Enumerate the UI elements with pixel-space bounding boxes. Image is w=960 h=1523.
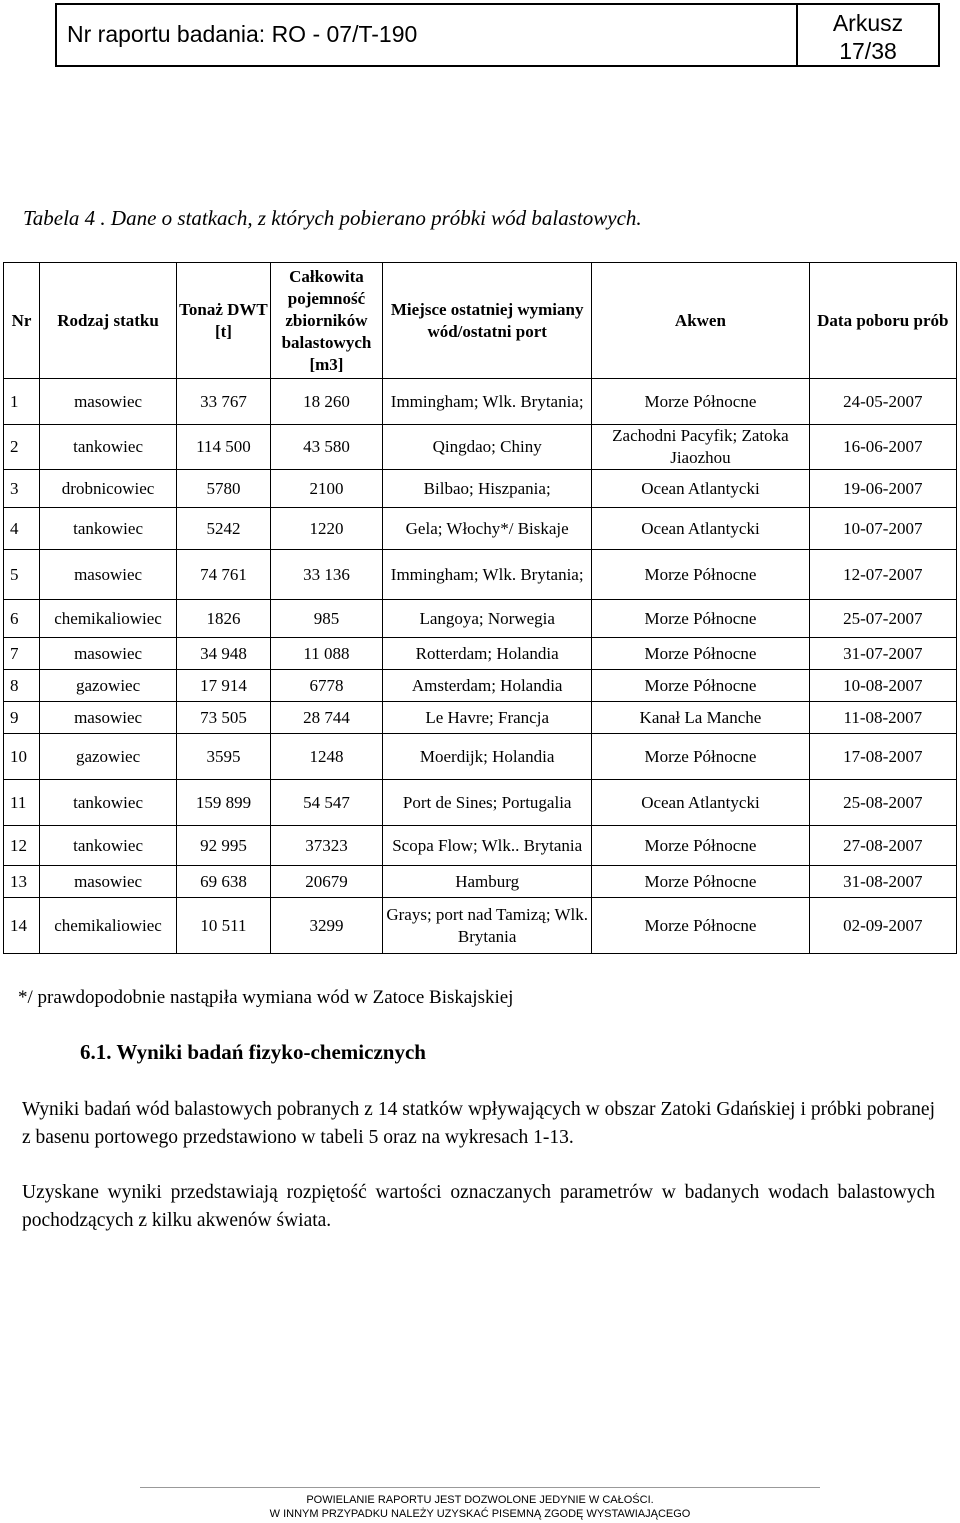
cell-last-port: Langoya; Norwegia bbox=[383, 600, 592, 638]
table-row bbox=[4, 780, 957, 826]
cell-area: Kanał La Manche bbox=[592, 702, 809, 734]
cell-capacity: 37323 bbox=[270, 826, 382, 866]
cell-date: 17-08-2007 bbox=[809, 734, 956, 780]
cell-ship-type: masowiec bbox=[40, 550, 177, 600]
cell-capacity: 3299 bbox=[270, 898, 382, 954]
cell-capacity: 11 088 bbox=[270, 638, 382, 670]
table-row bbox=[4, 670, 957, 702]
cell-area: Ocean Atlantycki bbox=[592, 470, 809, 508]
cell-ship-type: chemikaliowiec bbox=[40, 898, 177, 954]
cell-area: Morze Północne bbox=[592, 550, 809, 600]
table-row bbox=[4, 826, 957, 866]
cell-capacity: 18 260 bbox=[270, 379, 382, 425]
cell-date: 31-07-2007 bbox=[809, 638, 956, 670]
table-row bbox=[4, 470, 957, 508]
cell-last-port: Amsterdam; Holandia bbox=[383, 670, 592, 702]
cell-area: Ocean Atlantycki bbox=[592, 508, 809, 550]
col-header-nr: Nr bbox=[4, 263, 40, 379]
cell-last-port: Bilbao; Hiszpania; bbox=[383, 470, 592, 508]
cell-capacity: 43 580 bbox=[270, 425, 382, 470]
cell-last-port: Hamburg bbox=[383, 866, 592, 898]
table-row bbox=[4, 600, 957, 638]
cell-dwt: 1826 bbox=[177, 600, 271, 638]
cell-date: 12-07-2007 bbox=[809, 550, 956, 600]
cell-dwt: 5780 bbox=[177, 470, 271, 508]
cell-date: 27-08-2007 bbox=[809, 826, 956, 866]
cell-last-port: Qingdao; Chiny bbox=[383, 425, 592, 470]
cell-capacity: 33 136 bbox=[270, 550, 382, 600]
cell-nr: 10 bbox=[4, 734, 40, 780]
cell-capacity: 985 bbox=[270, 600, 382, 638]
cell-ship-type: masowiec bbox=[40, 866, 177, 898]
cell-nr: 9 bbox=[4, 702, 40, 734]
cell-dwt: 92 995 bbox=[177, 826, 271, 866]
sheet-box bbox=[798, 5, 938, 65]
cell-dwt: 5242 bbox=[177, 508, 271, 550]
col-header-capacity: Całkowita pojemność zbiorników balastowych [m3] bbox=[270, 263, 382, 379]
cell-nr: 8 bbox=[4, 670, 40, 702]
sheet-number: 17/38 bbox=[839, 38, 897, 64]
cell-area: Morze Północne bbox=[592, 670, 809, 702]
cell-capacity: 20679 bbox=[270, 866, 382, 898]
cell-nr: 2 bbox=[4, 425, 40, 470]
cell-date: 31-08-2007 bbox=[809, 866, 956, 898]
col-header-date: Data poboru prób bbox=[809, 263, 956, 379]
cell-date: 25-07-2007 bbox=[809, 600, 956, 638]
table-body bbox=[4, 379, 957, 954]
cell-capacity: 1220 bbox=[270, 508, 382, 550]
cell-nr: 1 bbox=[4, 379, 40, 425]
cell-nr: 13 bbox=[4, 866, 40, 898]
cell-ship-type: masowiec bbox=[40, 638, 177, 670]
table-row bbox=[4, 702, 957, 734]
cell-ship-type: drobnicowiec bbox=[40, 470, 177, 508]
section-title: 6.1. Wyniki badań fizyko-chemicznych bbox=[80, 1040, 426, 1064]
cell-nr: 12 bbox=[4, 826, 40, 866]
cell-date: 11-08-2007 bbox=[809, 702, 956, 734]
cell-capacity: 6778 bbox=[270, 670, 382, 702]
cell-last-port: Scopa Flow; Wlk.. Brytania bbox=[383, 826, 592, 866]
cell-ship-type: gazowiec bbox=[40, 734, 177, 780]
cell-last-port: Gela; Włochy*/ Biskaje bbox=[383, 508, 592, 550]
cell-last-port: Immingham; Wlk. Brytania; bbox=[383, 379, 592, 425]
cell-area: Morze Północne bbox=[592, 600, 809, 638]
table-row bbox=[4, 898, 957, 954]
footnote: */ prawdopodobnie nastąpiła wymiana wód w Zatoce Biskajskiej bbox=[18, 987, 514, 1008]
cell-area: Morze Północne bbox=[592, 734, 809, 780]
cell-date: 19-06-2007 bbox=[809, 470, 956, 508]
col-header-dwt: Tonaż DWT [t] bbox=[177, 263, 271, 379]
cell-date: 16-06-2007 bbox=[809, 425, 956, 470]
paragraph-1: Wyniki badań wód balastowych pobranych z 14 statków wpływających w obszar Zatoki Gdańskiej i próbki pobranej z basenu portowego przedstawiono w tabeli 5 oraz na wykresach 1-13. bbox=[22, 1099, 935, 1148]
cell-capacity: 28 744 bbox=[270, 702, 382, 734]
cell-nr: 5 bbox=[4, 550, 40, 600]
cell-capacity: 2100 bbox=[270, 470, 382, 508]
table-row bbox=[4, 734, 957, 780]
cell-ship-type: tankowiec bbox=[40, 780, 177, 826]
cell-dwt: 74 761 bbox=[177, 550, 271, 600]
cell-area: Morze Północne bbox=[592, 379, 809, 425]
table-row bbox=[4, 425, 957, 470]
table-row bbox=[4, 508, 957, 550]
cell-nr: 11 bbox=[4, 780, 40, 826]
ships-table bbox=[3, 262, 957, 954]
cell-last-port: Grays; port nad Tamizą; Wlk. Brytania bbox=[383, 898, 592, 954]
cell-capacity: 1248 bbox=[270, 734, 382, 780]
col-header-ship-type: Rodzaj statku bbox=[40, 263, 177, 379]
cell-dwt: 10 511 bbox=[177, 898, 271, 954]
cell-last-port: Port de Sines; Portugalia bbox=[383, 780, 592, 826]
cell-dwt: 34 948 bbox=[177, 638, 271, 670]
cell-area: Morze Północne bbox=[592, 866, 809, 898]
cell-last-port: Immingham; Wlk. Brytania; bbox=[383, 550, 592, 600]
cell-last-port: Le Havre; Francja bbox=[383, 702, 592, 734]
cell-nr: 6 bbox=[4, 600, 40, 638]
col-header-last-port: Miejsce ostatniej wymiany wód/ostatni port bbox=[383, 263, 592, 379]
cell-nr: 4 bbox=[4, 508, 40, 550]
cell-area: Morze Północne bbox=[592, 898, 809, 954]
cell-ship-type: masowiec bbox=[40, 379, 177, 425]
table-caption: Tabela 4 . Dane o statkach, z których pobierano próbki wód balastowych. bbox=[23, 206, 642, 230]
footer-divider bbox=[140, 1487, 820, 1488]
cell-dwt: 17 914 bbox=[177, 670, 271, 702]
cell-last-port: Rotterdam; Holandia bbox=[383, 638, 592, 670]
cell-ship-type: gazowiec bbox=[40, 670, 177, 702]
footer-line-2: W INNYM PRZYPADKU NALEŻY UZYSKAĆ PISEMNĄ ZGODĘ WYSTAWIAJĄCEGO bbox=[269, 1508, 691, 1520]
report-header-left bbox=[57, 5, 798, 65]
footer-line-1: POWIELANIE RAPORTU JEST DOZWOLONE JEDYNIE W CAŁOŚCI. bbox=[306, 1494, 654, 1506]
cell-nr: 7 bbox=[4, 638, 40, 670]
cell-area: Morze Północne bbox=[592, 638, 809, 670]
table-header-row bbox=[4, 263, 957, 379]
cell-dwt: 73 505 bbox=[177, 702, 271, 734]
cell-capacity: 54 547 bbox=[270, 780, 382, 826]
cell-dwt: 114 500 bbox=[177, 425, 271, 470]
cell-area: Morze Północne bbox=[592, 826, 809, 866]
table-row bbox=[4, 638, 957, 670]
cell-ship-type: tankowiec bbox=[40, 508, 177, 550]
report-number: Nr raportu badania: RO - 07/T-190 bbox=[67, 21, 418, 47]
cell-area: Ocean Atlantycki bbox=[592, 780, 809, 826]
cell-date: 02-09-2007 bbox=[809, 898, 956, 954]
table-row bbox=[4, 379, 957, 425]
cell-ship-type: tankowiec bbox=[40, 425, 177, 470]
cell-area: Zachodni Pacyfik; Zatoka Jiaozhou bbox=[592, 425, 809, 470]
table-row bbox=[4, 866, 957, 898]
cell-date: 10-07-2007 bbox=[809, 508, 956, 550]
cell-nr: 3 bbox=[4, 470, 40, 508]
cell-dwt: 69 638 bbox=[177, 866, 271, 898]
cell-nr: 14 bbox=[4, 898, 40, 954]
paragraph-2: Uzyskane wyniki przedstawiają rozpiętość wartości oznaczanych parametrów w badanych wodach balastowych pochodzących z kilku akwenów świata. bbox=[22, 1182, 935, 1231]
report-header bbox=[55, 3, 940, 67]
cell-ship-type: chemikaliowiec bbox=[40, 600, 177, 638]
cell-dwt: 3595 bbox=[177, 734, 271, 780]
cell-dwt: 159 899 bbox=[177, 780, 271, 826]
cell-date: 25-08-2007 bbox=[809, 780, 956, 826]
cell-last-port: Moerdijk; Holandia bbox=[383, 734, 592, 780]
cell-ship-type: masowiec bbox=[40, 702, 177, 734]
col-header-area: Akwen bbox=[592, 263, 809, 379]
cell-ship-type: tankowiec bbox=[40, 826, 177, 866]
cell-date: 24-05-2007 bbox=[809, 379, 956, 425]
table-row bbox=[4, 550, 957, 600]
cell-dwt: 33 767 bbox=[177, 379, 271, 425]
cell-date: 10-08-2007 bbox=[809, 670, 956, 702]
sheet-label: Arkusz bbox=[832, 10, 904, 36]
